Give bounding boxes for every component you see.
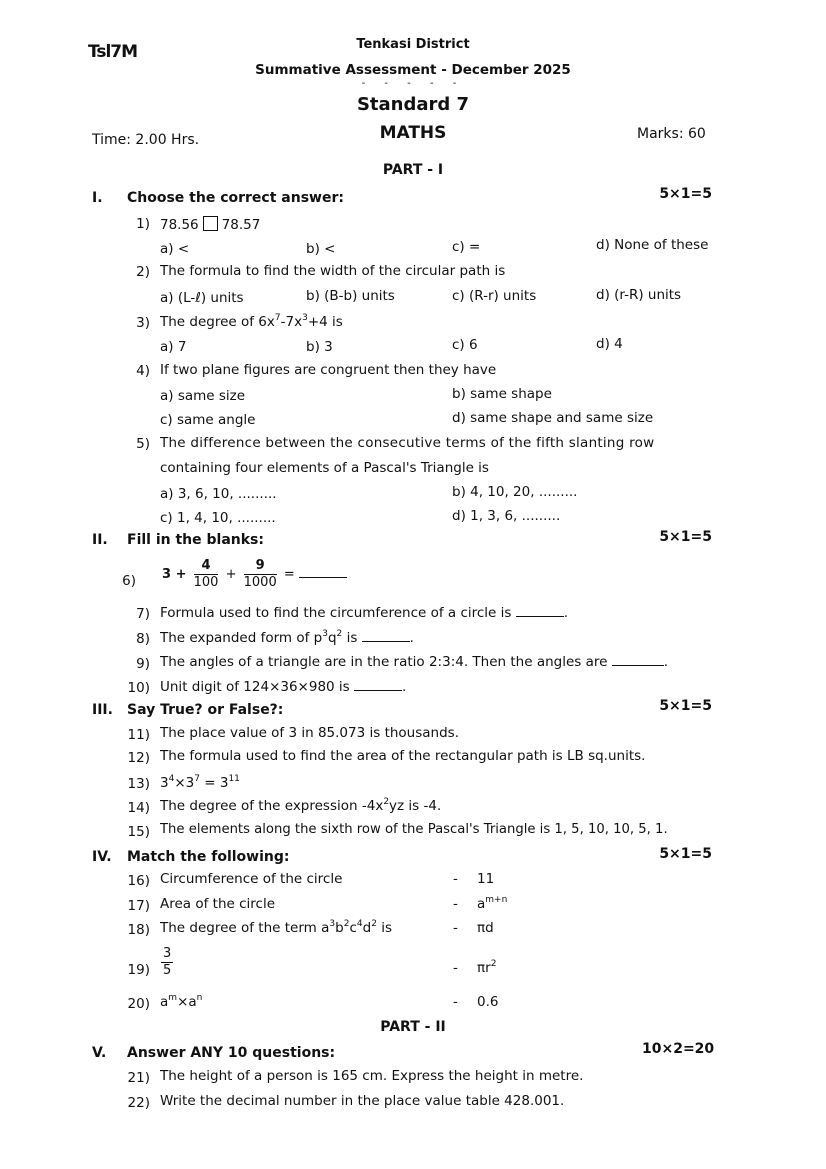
question-text: 3 + $\frac{4}{100}$ + $\frac{9}{1000}$ =: [162, 558, 347, 591]
section-5-title: Answer ANY 10 questions:: [127, 1045, 336, 1061]
question-number: 4): [136, 363, 150, 379]
answer-blank: [299, 567, 347, 578]
match-separator: -: [453, 896, 458, 912]
question-number: 10): [127, 680, 150, 696]
question-text: The expanded form of $p^3q^2$ is .: [160, 629, 414, 646]
question-text: Write the decimal number in the place value table 428.001.: [160, 1093, 565, 1109]
match-right-item: 0.6: [477, 994, 499, 1010]
match-left-item: Area of the circle: [160, 896, 276, 912]
answer-blank: [362, 631, 410, 642]
match-separator: -: [453, 920, 458, 936]
option: a) 7: [160, 339, 187, 355]
part-2-title: PART - II: [380, 1019, 446, 1035]
option: c) 6: [452, 337, 478, 353]
question-number: 9): [136, 656, 150, 672]
question-number: 16): [127, 873, 150, 889]
match-separator: -: [453, 960, 458, 976]
match-right-item: 11: [477, 871, 495, 887]
question-text: The formula used to find the area of the rectangular path is LB sq.units.: [160, 748, 646, 764]
answer-blank: [612, 655, 664, 666]
match-separator: -: [453, 994, 458, 1010]
question-number: 7): [136, 606, 150, 622]
option: c) same angle: [160, 412, 256, 428]
question-number: 6): [122, 573, 136, 589]
question-number: 5): [136, 436, 150, 452]
match-separator: -: [453, 871, 458, 887]
question-number: 14): [127, 800, 150, 816]
section-5-marks: 10×2=20: [642, 1041, 715, 1057]
section-5-number: V.: [92, 1045, 107, 1061]
match-left-item: Circumference of the circle: [160, 871, 343, 887]
question-text: The difference between the consecutive terms of the fifth slanting row: [160, 435, 655, 451]
match-right-item: $a^{m+n}$: [477, 895, 508, 912]
section-4-marks: 5×1=5: [659, 846, 712, 862]
option: b) 3: [306, 339, 333, 355]
section-2-marks: 5×1=5: [659, 529, 712, 545]
option: b) <: [306, 241, 336, 257]
question-text: The place value of 3 in 85.073 is thousands.: [160, 725, 459, 741]
section-3-marks: 5×1=5: [659, 698, 712, 714]
total-marks: Marks: 60: [637, 126, 706, 142]
option: d) same shape and same size: [452, 410, 654, 426]
question-text: The degree of the expression $-4x^2yz$ is -4.: [160, 797, 442, 814]
question-number: 22): [127, 1095, 150, 1111]
question-number: 3): [136, 315, 150, 331]
section-1-number: I.: [92, 190, 103, 206]
option: a) <: [160, 241, 190, 257]
section-4-number: IV.: [92, 849, 112, 865]
option: a) (L-ℓ) units: [160, 290, 244, 306]
question-text: $3^4\times 3^7 = 3^{11}$: [160, 774, 240, 791]
question-number: 21): [127, 1070, 150, 1086]
option: b) 4, 10, 20, .........: [452, 484, 578, 500]
option: d) (r-R) units: [596, 287, 682, 303]
match-left-item: $\frac{3}{5}$: [163, 946, 172, 978]
question-number: 19): [127, 962, 150, 978]
question-number: 1): [136, 216, 150, 232]
question-number: 18): [127, 922, 150, 938]
section-4-title: Match the following:: [127, 849, 290, 865]
question-text: Unit digit of 124×36×980 is .: [160, 679, 407, 695]
district-title: Tenkasi District: [356, 37, 470, 52]
question-text: The degree of $6x^7-7x^3+4$ is: [160, 313, 343, 330]
option: c) (R-r) units: [452, 288, 537, 304]
question-text-continued: containing four elements of a Pascal's Triangle is: [160, 460, 489, 476]
section-3-number: III.: [92, 702, 113, 718]
paper-code: Tsl7M: [88, 42, 138, 62]
option: a) same size: [160, 388, 246, 404]
answer-blank: [516, 606, 564, 617]
question-text: The angles of a triangle are in the ratio 2:3:4. Then the angles are .: [160, 654, 669, 670]
match-right-item: $\pi r^2$: [477, 959, 497, 976]
section-1-title: Choose the correct answer:: [127, 190, 344, 206]
option: b) same shape: [452, 386, 552, 402]
option: b) (B-b) units: [306, 288, 395, 304]
question-number: 12): [127, 750, 150, 766]
option: a) 3, 6, 10, .........: [160, 486, 277, 502]
option: c) =: [452, 239, 481, 255]
title-underline-dots: - - - - -: [361, 78, 465, 89]
question-number: 2): [136, 264, 150, 280]
question-text: If two plane figures are congruent then they have: [160, 362, 497, 378]
exam-title: Summative Assessment - December 2025: [255, 62, 571, 78]
answer-blank: [354, 680, 402, 691]
section-1-marks: 5×1=5: [659, 186, 712, 202]
option: d) 4: [596, 336, 623, 352]
subject-title: MATHS: [379, 123, 447, 143]
question-number: 11): [127, 727, 150, 743]
question-number: 15): [127, 824, 150, 840]
question-number: 13): [127, 776, 150, 792]
option: d) None of these: [596, 237, 709, 253]
match-left-item: $a^m\times a^n$: [160, 993, 203, 1010]
question-number: 17): [127, 898, 150, 914]
section-2-number: II.: [92, 532, 108, 548]
answer-box: [203, 216, 218, 231]
section-2-title: Fill in the blanks:: [127, 532, 264, 548]
section-3-title: Say True? or False?:: [127, 702, 284, 718]
question-text: The elements along the sixth row of the Pascal's Triangle is 1, 5, 10, 10, 5, 1.: [160, 822, 668, 837]
question-number: 20): [127, 996, 150, 1012]
question-text: 78.56 78.57: [160, 217, 261, 233]
question-number: 8): [136, 631, 150, 647]
standard-title: Standard 7: [356, 94, 470, 115]
match-right-item: πd: [477, 920, 494, 936]
part-1-title: PART - I: [382, 162, 444, 178]
option: d) 1, 3, 6, .........: [452, 508, 561, 524]
option: c) 1, 4, 10, .........: [160, 510, 276, 526]
question-text: The height of a person is 165 cm. Express the height in metre.: [160, 1068, 584, 1084]
time-allowed: Time: 2.00 Hrs.: [92, 132, 200, 148]
match-left-item: The degree of the term $a^3b^2c^4d^2$ is: [160, 919, 392, 936]
question-text: The formula to find the width of the circular path is: [160, 263, 506, 279]
question-text: Formula used to find the circumference of a circle is .: [160, 605, 569, 621]
